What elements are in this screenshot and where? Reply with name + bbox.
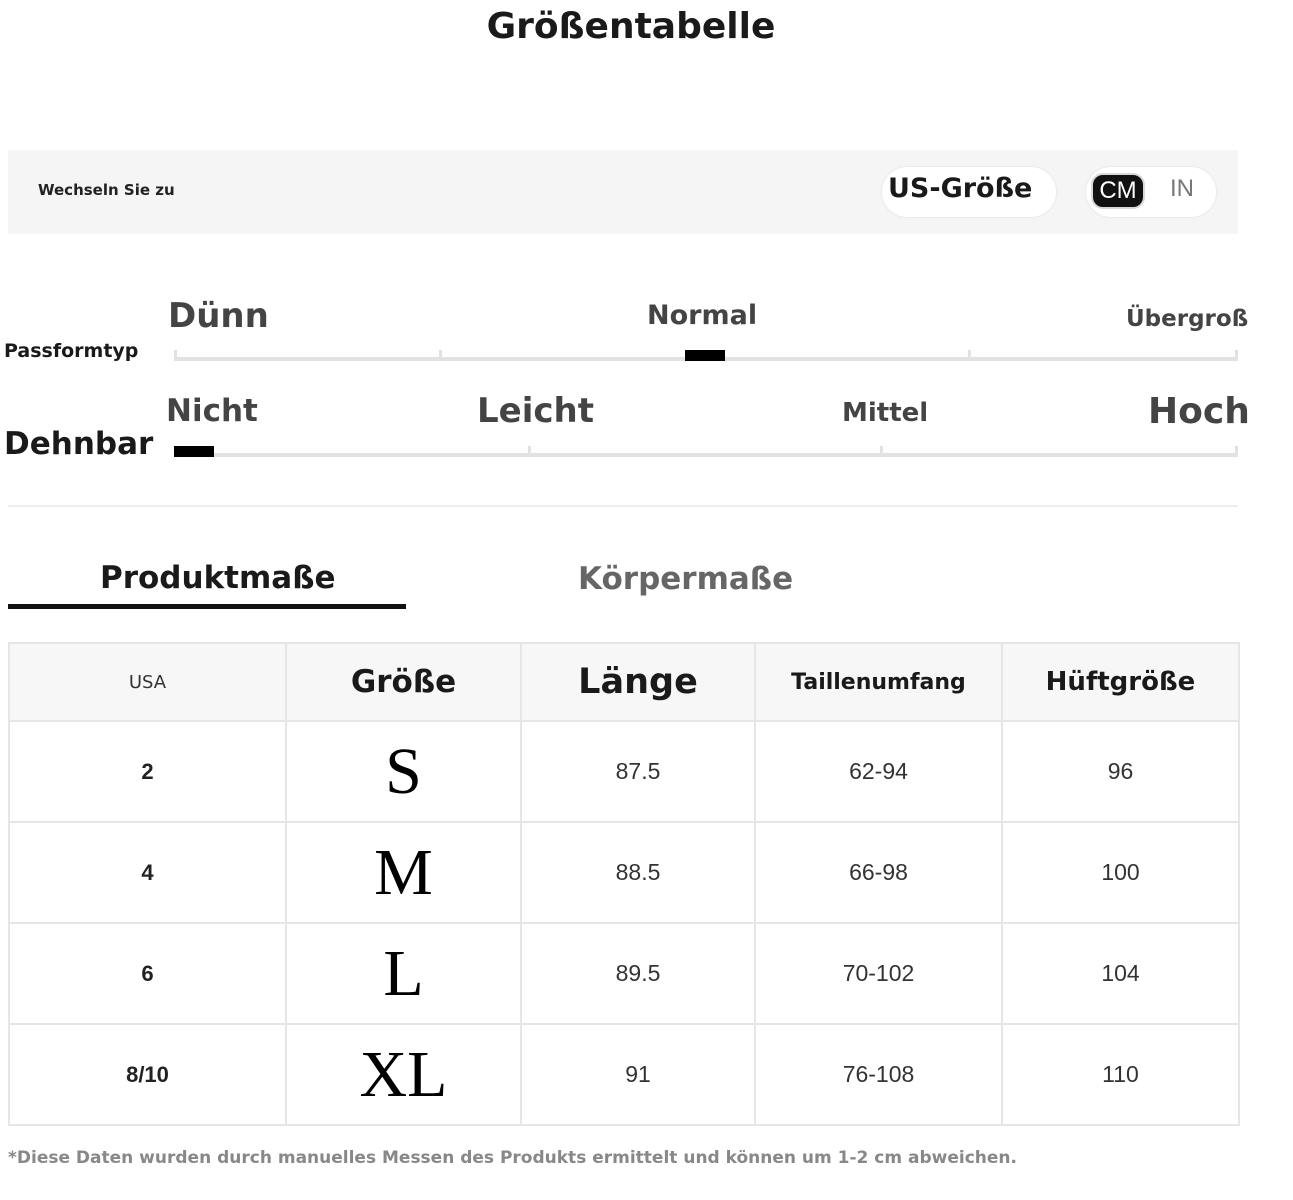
stretch-option-light: Leicht (477, 391, 594, 431)
header-size: Größe (286, 643, 521, 721)
fit-scale-tick (1235, 350, 1238, 360)
fit-scale-marker (685, 350, 725, 361)
table-row (9, 1024, 1239, 1125)
header-length: Länge (521, 643, 755, 721)
table-row (9, 822, 1239, 923)
size-table (8, 642, 1240, 1126)
cell-usa: 4 (9, 822, 286, 923)
cell-hip: 110 (1002, 1024, 1239, 1125)
fit-scale-tick (439, 350, 442, 360)
cell-waist: 66-98 (755, 822, 1002, 923)
stretch-scale (174, 446, 1238, 460)
table-row (9, 923, 1239, 1024)
stretch-scale-tick (880, 446, 883, 456)
stretch-option-high: Hoch (1148, 391, 1250, 432)
cell-usa: 6 (9, 923, 286, 1024)
region-size-label: US-Größe (888, 173, 1033, 204)
header-usa: USA (9, 643, 286, 721)
cell-size: S (286, 721, 521, 822)
stretch-option-none: Nicht (166, 393, 258, 429)
cell-length: 89.5 (521, 923, 755, 1024)
cell-length: 87.5 (521, 721, 755, 822)
unit-cm-button[interactable]: CM (1091, 173, 1145, 209)
cell-length: 91 (521, 1024, 755, 1125)
stretch-label: Dehnbar (4, 426, 154, 462)
stretch-scale-marker (174, 446, 214, 457)
fit-scale-tick (174, 350, 177, 360)
table-header-row (9, 643, 1239, 721)
cell-usa: 8/10 (9, 1024, 286, 1125)
fit-type-scale (174, 350, 1238, 364)
unit-in-button[interactable]: IN (1170, 175, 1194, 202)
header-waist: Taillenumfang (755, 643, 1002, 721)
stretch-scale-track (174, 453, 1238, 457)
cell-waist: 76-108 (755, 1024, 1002, 1125)
cell-hip: 100 (1002, 822, 1239, 923)
tab-product-measurements[interactable]: Produktmaße (100, 560, 336, 596)
fit-type-label: Passformtyp (4, 340, 139, 362)
cell-usa: 2 (9, 721, 286, 822)
unit-switch-bar (8, 150, 1238, 234)
switch-label: Wechseln Sie zu (38, 181, 175, 199)
measurement-footnote: *Diese Daten wurden durch manuelles Messen des Produkts ermittelt und können um 1-2 cm abweichen. (8, 1148, 1017, 1168)
cell-size: M (286, 822, 521, 923)
header-hip: Hüftgröße (1002, 643, 1239, 721)
fit-option-thin: Dünn (168, 296, 269, 336)
fit-option-oversize: Übergroß (1126, 306, 1249, 332)
cell-size: XL (286, 1024, 521, 1125)
stretch-scale-tick (1235, 446, 1238, 456)
stretch-scale-tick (528, 446, 531, 456)
cell-size: L (286, 923, 521, 1024)
cell-hip: 96 (1002, 721, 1239, 822)
cell-hip: 104 (1002, 923, 1239, 1024)
region-size-selector[interactable] (882, 167, 1056, 217)
fit-scale-tick (968, 350, 971, 360)
table-row (9, 721, 1239, 822)
cell-length: 88.5 (521, 822, 755, 923)
cell-waist: 70-102 (755, 923, 1002, 1024)
fit-option-normal: Normal (647, 300, 758, 331)
page-title: Größentabelle (486, 6, 776, 47)
section-divider (8, 505, 1238, 507)
stretch-option-medium: Mittel (842, 398, 929, 428)
tab-body-measurements[interactable]: Körpermaße (578, 561, 794, 597)
cell-waist: 62-94 (755, 721, 1002, 822)
unit-toggle (1086, 167, 1216, 217)
active-tab-underline (8, 604, 406, 609)
